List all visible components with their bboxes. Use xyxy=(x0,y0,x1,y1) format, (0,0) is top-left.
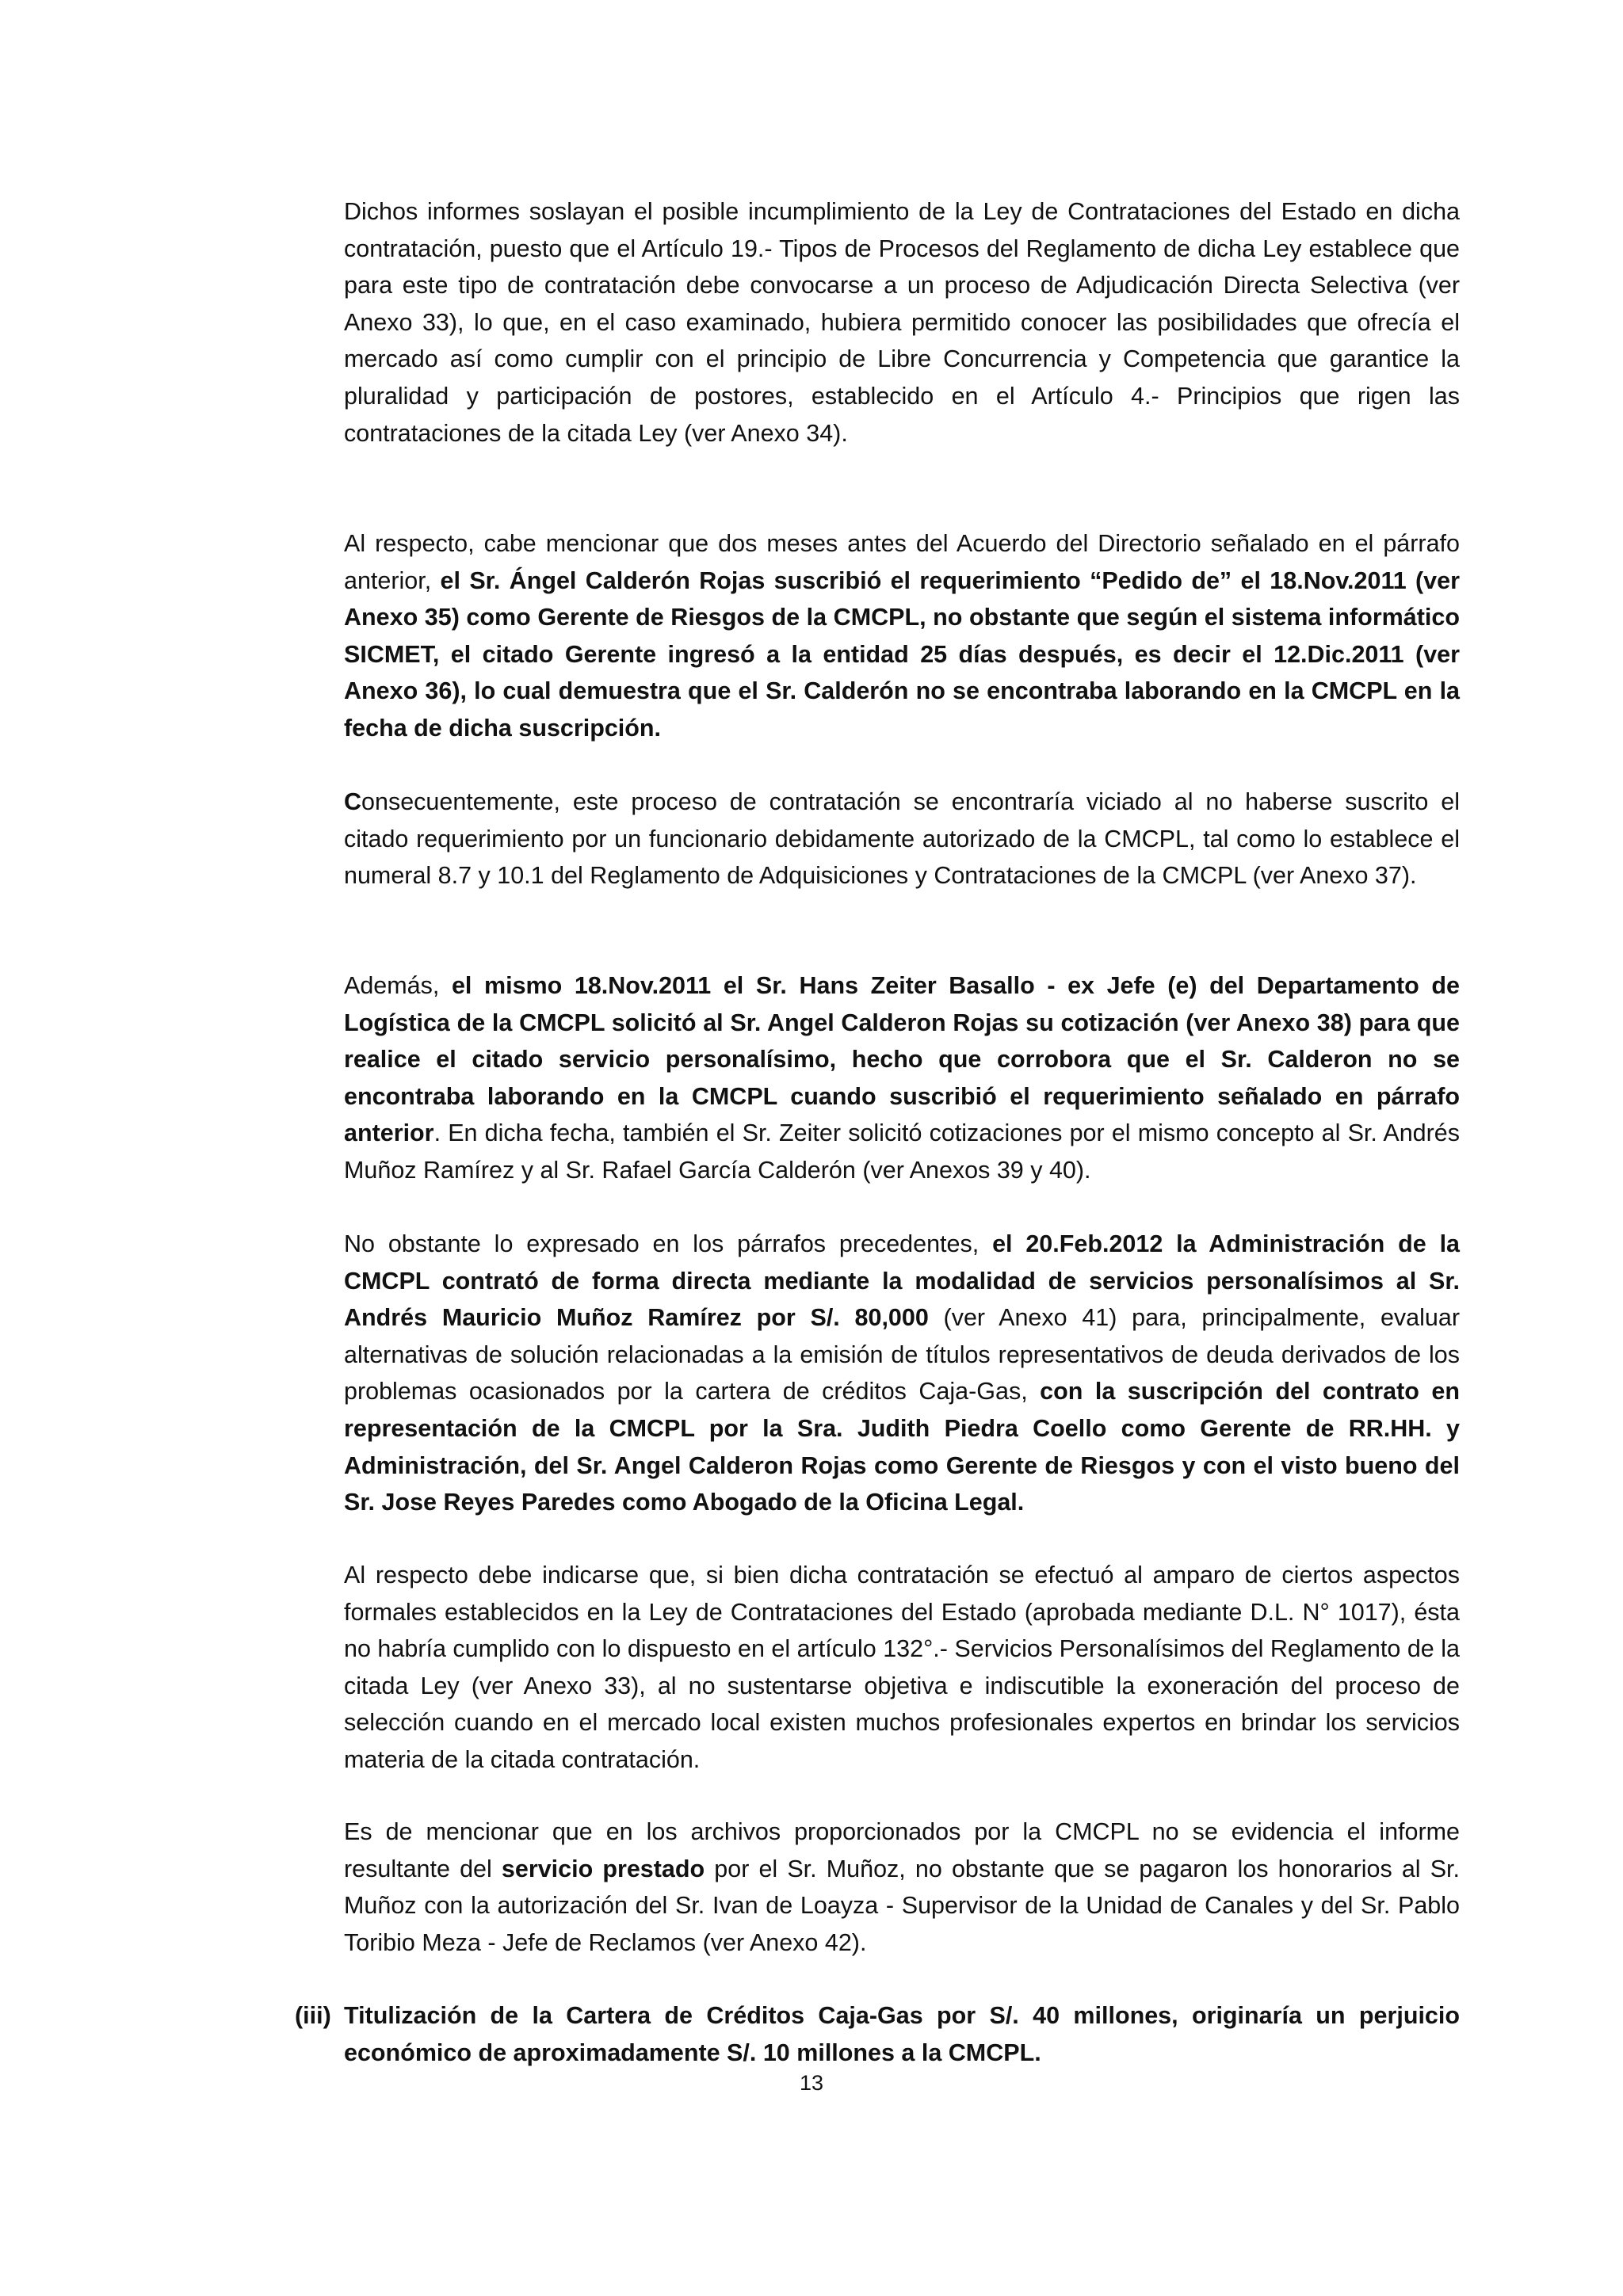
page-number: 13 xyxy=(799,2071,824,2095)
bold-text-run: el mismo 18.Nov.2011 el Sr. Hans Zeiter Basallo - ex Jefe (e) del Departamento de Logística de la CMCPL solicitó al Sr. Angel Calderon Rojas su cotización (ver Anexo 38) para que realice el citado servicio personalísimo, hecho que corrobora que el Sr. Calderon no se encontraba laborando en la CMCPL cuando suscribió el requerimiento señalado en párrafo anterior xyxy=(344,972,1460,1147)
bold-text-run: el 20.Feb.2012 la Administración de la CMCPL contrató de forma directa mediante la modalidad de servicios personalísimos al Sr. Andrés Mauricio Muñoz Ramírez por S/. 80,000 xyxy=(344,1230,1460,1332)
section-number: (iii) xyxy=(295,2002,331,2029)
text-run: No obstante lo expresado en los párrafos precedentes, xyxy=(344,1230,993,1257)
text-run: (ver Anexo 41) para, principalmente, evaluar alternativas de solución relacionadas a la emisión de títulos representativos de deuda derivados de los problemas ocasionados por la cartera de créditos Caja-Gas, xyxy=(344,1304,1460,1405)
paragraph-2 xyxy=(344,525,1460,747)
text-run: onsecuentemente, este proceso de contratación se encontraría viciado al no haberse suscrito el citado requerimiento por un funcionario debidamente autorizado de la CMCPL, tal como lo establece el numeral 8.7 y 10.1 del Reglamento de Adquisiciones y Contrataciones de la CMCPL (ver Anexo 37). xyxy=(344,788,1460,890)
text-run: Es de mencionar que en los archivos proporcionados por la CMCPL no se evidencia el informe resultante del xyxy=(344,1818,1460,1882)
text-run: por el Sr. Muñoz, no obstante que se pagaron los honorarios al Sr. Muñoz con la autorización del Sr. Ivan de Loayza - Supervisor de la Unidad de Canales y del Sr. Pablo Toribio Meza - Jefe de Reclamos (ver Anexo 42). xyxy=(344,1855,1461,1956)
paragraph-7 xyxy=(344,1814,1460,1961)
text-run: . En dicha fecha, también el Sr. Zeiter solicitó cotizaciones por el mismo concepto al Sr. Andrés Muñoz Ramírez y al Sr. Rafael García Calderón (ver Anexos 39 y 40). xyxy=(344,1119,1460,1184)
bold-text-run: con la suscripción del contrato en representación de la CMCPL por la Sra. Judith Piedra Coello como Gerente de RR.HH. y Administración, del Sr. Angel Calderon Rojas como Gerente de Riesgos y con el visto bueno del Sr. Jose Reyes Paredes como Abogado de la Oficina Legal. xyxy=(344,1378,1460,1516)
bold-text-run: el Sr. Ángel Calderón Rojas suscribió el requerimiento “Pedido de” el 18.Nov.2011 (ver Anexo 35) como Gerente de Riesgos de la CMCPL, no obstante que según el sistema informático SICMET, el citado Gerente ingresó a la entidad 25 días después, es decir el 12.Dic.2011 (ver Anexo 36), lo cual demuestra que el Sr. Calderón no se encontraba laborando en la CMCPL en la fecha de dicha suscripción. xyxy=(344,566,1460,742)
text-run: Dichos informes soslayan el posible incumplimiento de la Ley de Contrataciones del Estado en dicha contratación, puesto que el Artículo 19.- Tipos de Procesos del Reglamento de dicha Ley establece que para este tipo de contratación debe convocarse a un proceso de Adjudicación Directa Selectiva (ver Anexo 33), lo que, en el caso examinado, hubiera permitido conocer las posibilidades que ofrecía el mercado así como cumplir con el principio de Libre Concurrencia y Competencia que garantice la pluralidad y participación de postores, establecido en el Artículo 4.- Principios que rigen las contrataciones de la citada Ley (ver Anexo 34). xyxy=(344,198,1460,447)
paragraph-3 xyxy=(344,784,1460,894)
text-run: Al respecto debe indicarse que, si bien dicha contratación se efectuó al amparo de ciertos aspectos formales establecidos en la Ley de Contrataciones del Estado (aprobada mediante D.L. N° 1017), ésta no habría cumplido con lo dispuesto en el artículo 132°.- Servicios Personalísimos del Reglamento de la citada Ley (ver Anexo 33), al no sustentarse objetiva e indiscutible la exoneración del proceso de selección cuando en el mercado local existen muchos profesionales expertos en brindar los servicios materia de la citada contratación. xyxy=(344,1562,1460,1773)
bold-text-run: C xyxy=(344,788,362,815)
bold-text-run: servicio prestado xyxy=(501,1855,705,1882)
text-run: Al respecto, cabe mencionar que dos meses antes del Acuerdo del Directorio señalado en el párrafo anterior, xyxy=(344,530,1460,594)
section-title: Titulización de la Cartera de Créditos Caja-Gas por S/. 40 millones, originaría un perjuicio económico de aproximadamente S/. 10 millones a la CMCPL. xyxy=(344,2002,1460,2066)
paragraph-4 xyxy=(344,967,1460,1189)
paragraph-5 xyxy=(344,1226,1460,1521)
paragraph-6 xyxy=(344,1557,1460,1779)
text-run: Además, xyxy=(344,972,452,999)
section-heading-iii xyxy=(295,1997,1460,2071)
paragraph-1 xyxy=(344,193,1460,452)
